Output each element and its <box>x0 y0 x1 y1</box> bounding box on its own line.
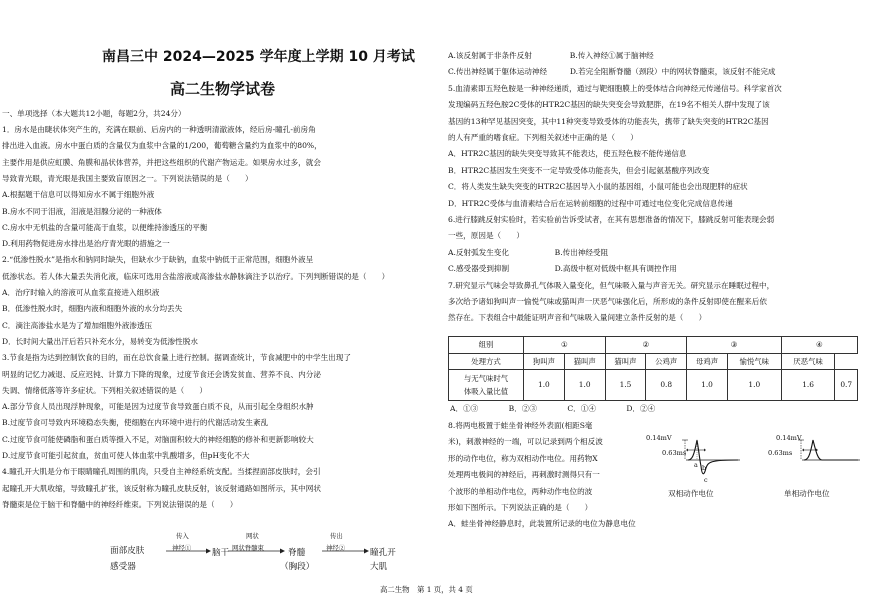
table-cell: 公鸡声 <box>646 353 687 370</box>
table-cell: 0.8 <box>646 370 687 401</box>
fig-left-label-c: c <box>704 476 708 484</box>
table-cell: 1.5 <box>605 370 646 401</box>
text-line: B．HTR2C基因发生突变不一定导致受体功能丧失，但会引起氨基酸序列改变 <box>448 165 710 175</box>
fig-left-caption: 双相动作电位 <box>668 489 714 498</box>
text-line: D．长时间大量出汗后若只补充水分，易转变为低渗性脱水 <box>2 336 198 346</box>
text-line: A.该反射属于非条件反射 B.传入神经①属于脑神经 <box>448 51 654 60</box>
table-cell: 猫叫声 <box>564 353 605 370</box>
table-cell: 0.7 <box>835 370 858 401</box>
text-line: B.过度节食可导致内环境稳态失衡，使细胞在内环境中进行的代谢活动发生紊乱 <box>2 418 269 428</box>
diagram-receptor-2: 感受器 <box>110 562 136 572</box>
text-line: 5.血清素即五羟色胺是一种神经递质，通过与靶细胞膜上的受体结合向神经元传递信号。科学家首次 <box>448 83 782 93</box>
text-line: 8.将两电极置于蛙坐骨神经外表面(相距S毫 <box>448 421 593 430</box>
fig-left-label-a: a <box>694 461 698 469</box>
table-cell: 组别 <box>449 337 524 354</box>
text-line: 个波形的单相动作电位，两种动作电位的波 <box>448 486 593 496</box>
text-line: 然存在。下表组合中最能证明声音和气味吸入量间建立条件反射的是（ ） <box>448 313 707 323</box>
text-line: 导致青光眼，青光眼是我国主要致盲原因之一。下列说法错误的是（ ） <box>2 173 253 183</box>
text-line: 米)，刺激神经的一端，可以记录到两个相反波 <box>448 437 603 447</box>
fig-right-caption: 单相动作电位 <box>784 489 830 498</box>
text-line: A.部分节食人员出现浮肿现象，可能是因为过度节食导致蛋白质不良，从而引起全身组织水肿 <box>2 402 314 412</box>
text-line: A.根据题干信息可以得知房水不属于细胞外液 <box>2 190 155 200</box>
text-line: 7.研究显示气味会导致鼻孔气体吸入量变化，但气味吸入量与声音无关。研究显示在睡眠过程中， <box>448 280 775 290</box>
text-line: 脊髓束是位于脑干和脊髓中的神经纤维束。下列说法错误的是（ ） <box>2 499 238 509</box>
text-line: 多次给予诸如狗叫声一愉悦气味或猫叫声一厌恶气味强化后，所形成的条件反射即使在醒来后依 <box>448 297 767 306</box>
diagram-muscle-1: 瞳孔开 <box>370 548 396 558</box>
text-line: A．蛙坐骨神经静息时，此装置所记录的电位为静息电位 <box>448 519 636 529</box>
text-line: 4.瞳孔开大肌是分布于眼睛瞳孔周围的肌肉，只受自主神经系统支配。当揉捏面部皮肤时，会引 <box>2 467 321 477</box>
diagram-tract: 网状脊髓束 <box>232 544 264 552</box>
table-cell: ② <box>605 337 687 354</box>
table-cell: 厌恶气味 <box>781 353 835 370</box>
text-line: 形如下图所示。下列说法正确的是（ ） <box>448 503 593 512</box>
text-line: 失调、情绪低落等许多症状。下列相关叙述错误的是（ ） <box>2 385 208 395</box>
row-label-line-1: 与无气味时气 <box>463 374 509 384</box>
text-line: 6.进行膝跳反射实验时，若实验前告诉受试者，在其有思想准备的情况下，膝跳反射可能表现会弱 <box>448 215 775 224</box>
diagram-top-2: 网状 <box>246 532 259 540</box>
text-line: C．将人类发生缺失突变的HTR2C基因导入小鼠的基因组，小鼠可能也会出现肥胖的症状 <box>448 182 748 192</box>
table-cell: 愉悦气味 <box>727 353 781 370</box>
fig-left-label-b: b <box>702 464 707 472</box>
text-line: D.利用药物促进房水排出是治疗青光眼的措施之一 <box>2 239 170 249</box>
text-line: 形的动作电位，称为双相动作电位。用药物X <box>448 453 598 463</box>
text-line: 排出进入血液。房水中蛋白质的含量仅为血浆中含量的1/200，葡萄糖含量约为血浆中的80%， <box>2 141 322 151</box>
table-cell: 狗叫声 <box>524 353 565 370</box>
text-line: D.过度节食可能引起贫血，贫血可使人体血浆中乳酸增多，但pH变化不大 <box>2 451 250 460</box>
text-line: B.房水不同于泪液，泪液是泪腺分泌的一种液体 <box>2 206 162 216</box>
text-line: 处理两电极间的神经后，再刺激时测得只有一 <box>448 470 600 480</box>
text-line: D．HTR2C受体与血清素结合后在运转前细胞的过程中可通过电位变化完成信息传递 <box>448 198 733 208</box>
text-line: 的人有严重的嗜食症。下列相关叙述中正确的是（ ） <box>448 133 638 142</box>
diagram-brainstem: 脑干 <box>212 548 230 558</box>
text-line: 发现编码五羟色胺2C受体的HTR2C基因的缺失突变会导致肥胖，在19名不相关人群中发现了该 <box>448 100 770 110</box>
text-line: 1．房水是由睫状体突产生的，充满在眼前、后房内的一种透明清澈液体，经后房-瞳孔-前房角 <box>2 125 316 134</box>
diagram-top-3: 传出 <box>330 532 343 540</box>
exam-title: 南昌三中 2024—2025 学年度上学期 10 月考试 <box>102 49 415 65</box>
text-line: 3.节食是指为达到控制饮食的目的，而在总饮食量上进行控制。据调查统计，节食减肥中的中学生出现了 <box>2 353 351 363</box>
text-line: 2.“低渗性脱水”是指水和钠同时缺失，但缺水少于缺钠，血浆中钠低于正常范围，细胞外液呈 <box>2 255 314 265</box>
table-cell: 处理方式 <box>449 353 524 370</box>
diagram-receptor-1: 面部皮肤 <box>110 546 145 556</box>
table-cell: 1.0 <box>564 370 605 401</box>
text-line: C.房水中无机盐的含量可能高于血浆，以便维持渗透压的平衡 <box>2 222 208 232</box>
table-cell: 1.6 <box>781 370 835 401</box>
table-cell: ① <box>524 337 606 354</box>
exam-subtitle: 高二生物学试卷 <box>170 80 276 98</box>
diagram-spinal-1: 脊髓 <box>288 548 306 558</box>
row-label-line-2: 体吸入量比值 <box>463 387 509 397</box>
text-line: C.感受器受到抑制 D.高级中枢对低级中枢具有调控作用 <box>448 264 677 274</box>
table-cell: 猫叫声 <box>605 353 646 370</box>
text-line: B．低渗性脱水时，细胞内液和细胞外液的水分均丢失 <box>2 304 183 314</box>
text-line: 基因的13种罕见基因突变，其中11种突变导致受体的功能丧失，携带了缺失突变的HTR2C基因 <box>448 116 769 126</box>
table-cell: 母鸡声 <box>687 353 728 370</box>
diagram-spinal-2: （胸段） <box>280 562 315 572</box>
fig-right-amp: 0.14mV <box>776 434 802 442</box>
fig-left-time: 0.63ms <box>662 449 687 457</box>
text-line: C．滴注高渗盐水是为了增加细胞外液渗透压 <box>2 320 153 330</box>
experiment-table <box>448 336 858 401</box>
table-cell: ④ <box>781 337 857 354</box>
text-line: C.传出神经属于躯体运动神经 D.若完全阻断脊髓（颈段）中的网状脊髓束，该反射不能完成 <box>448 67 776 77</box>
diagram-nerve-2: 神经② <box>326 544 346 552</box>
text-line: 低渗状态。若人体大量丢失消化液，临床可选用含盐溶液或高渗盐水静脉滴注予以治疗。下列判断错误的是（ ） <box>2 271 390 281</box>
text-line: 一些，原因是（ ） <box>448 231 524 241</box>
section-heading: 一、单项选择（本大题共12小题，每题2分，共24分） <box>2 109 186 118</box>
text-line: A．治疗时输入的溶液可从血浆直接进入组织液 <box>2 288 160 297</box>
table-cell: 1.0 <box>727 370 781 401</box>
diagram-nerve-1: 神经① <box>172 544 192 552</box>
table-cell <box>449 370 524 401</box>
table-cell: ③ <box>687 337 782 354</box>
text-line: A．HTR2C基因的缺失突变导致其不能表达，使五羟色胺不能传递信息 <box>448 149 687 159</box>
diagram-top-1: 传入 <box>176 532 189 540</box>
q7-options: A．①③ B．②③ C．①④ D．②④ <box>450 404 656 413</box>
table-header-row <box>449 337 858 354</box>
page-footer: 高二生物 第 1 页，共 4 页 <box>380 585 473 594</box>
table-row <box>449 353 858 370</box>
fig-right-time: 0.63ms <box>768 449 793 457</box>
fig-left-amp: 0.14mV <box>646 434 672 442</box>
table-cell: 1.0 <box>687 370 728 401</box>
table-cell: 1.0 <box>524 370 565 401</box>
text-line: A.反射弧发生变化 B.传出神经受阻 <box>448 247 609 257</box>
table-row <box>449 370 858 401</box>
text-line: C.过度节食可能使磷脂和蛋白质等摄入不足，对脑面积较大的神经细胞的修补和更新影响较大 <box>2 434 314 444</box>
diagram-muscle-2: 大肌 <box>370 562 388 572</box>
text-line: 明显的记忆力减退、反应迟钝、计算力下降的现象，过度节食还会诱发贫血、营养不良、内分泌 <box>2 369 321 379</box>
text-line: 主要作用是供应虹膜、角膜和晶状体营养，并把这些组织的代谢产物运走。如果房水过多，就会 <box>2 157 321 167</box>
text-line: 起瞳孔开大肌收缩，导致瞳孔扩张，该反射称为瞳孔皮肤反射，该反射通路如图所示，其中网状 <box>2 483 321 493</box>
